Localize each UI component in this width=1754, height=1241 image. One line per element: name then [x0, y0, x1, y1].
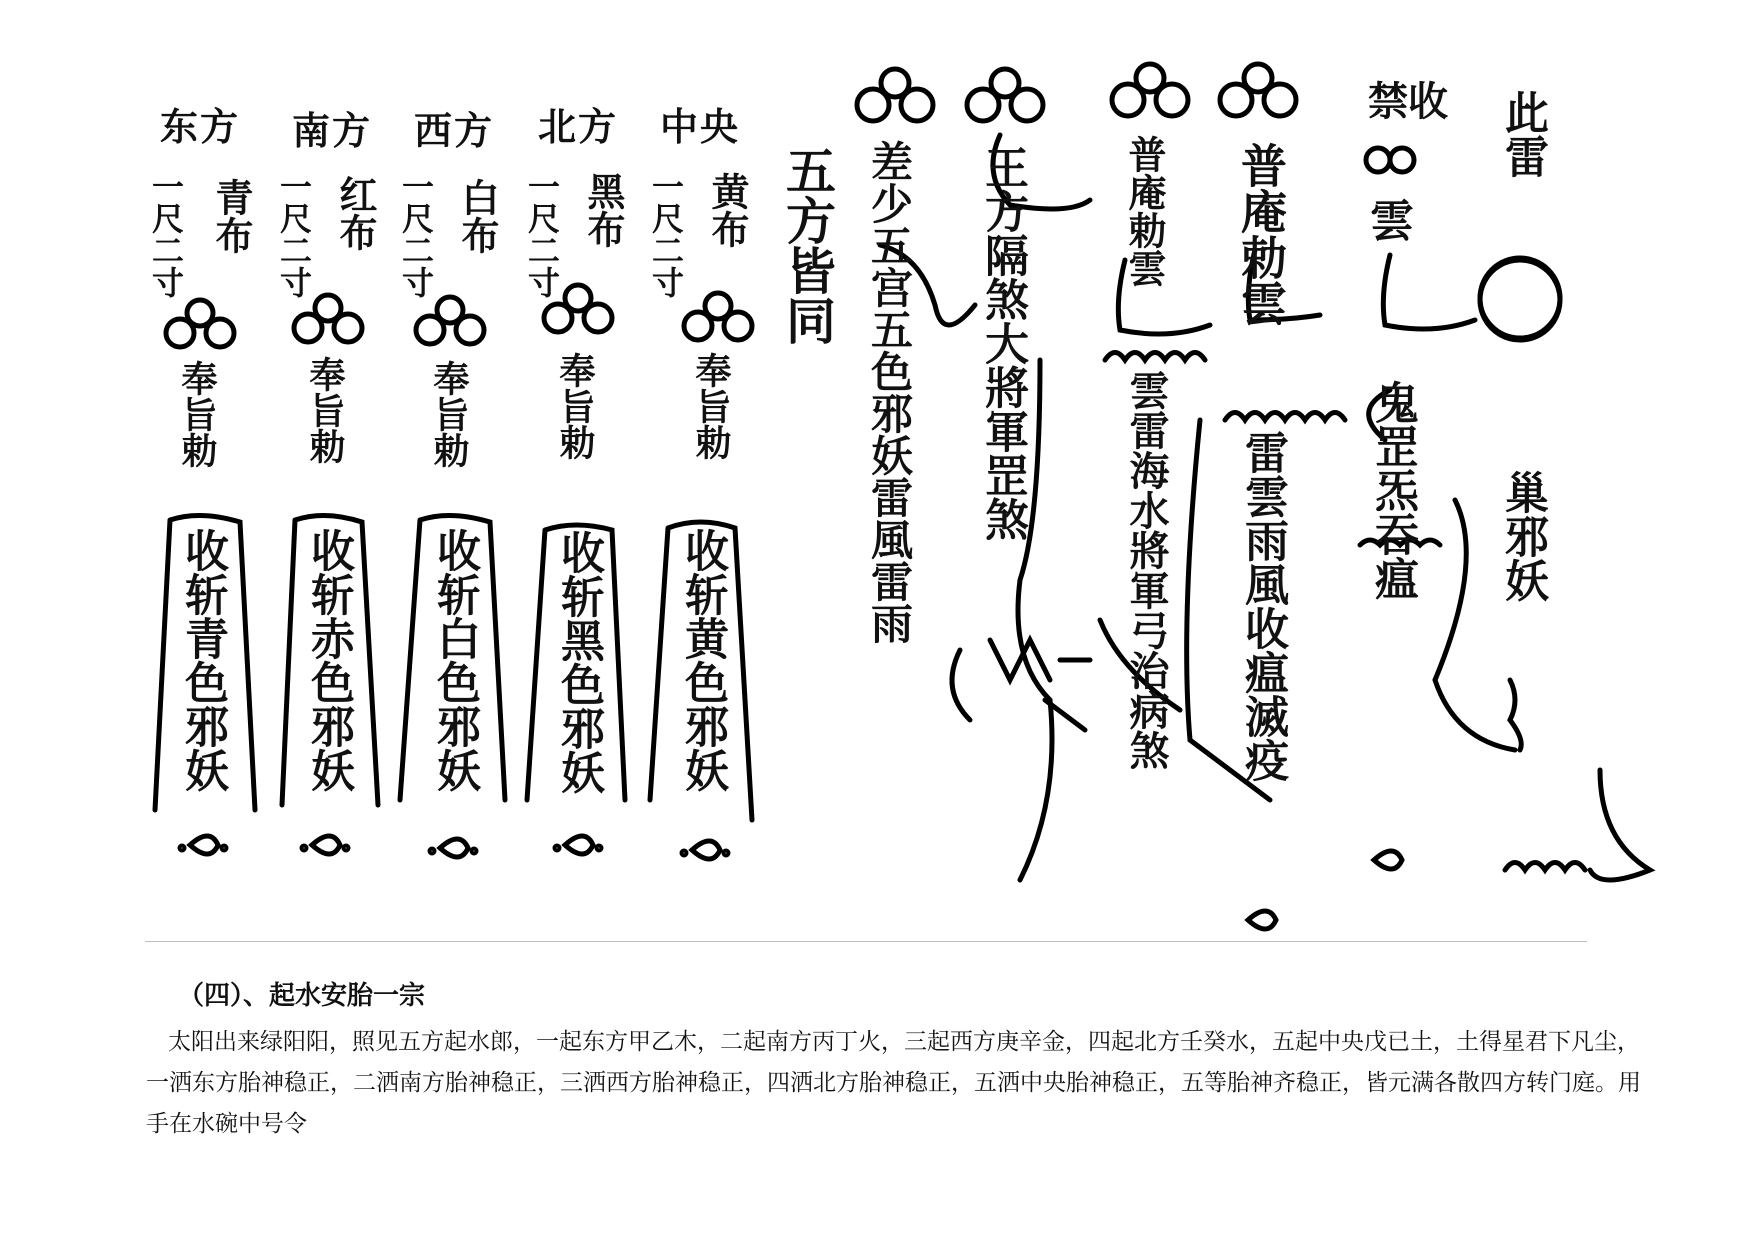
cloth-color-south: [333, 175, 377, 251]
talisman-text: 此雷: [1497, 90, 1548, 178]
cloth-color-text: 黄布: [705, 172, 749, 248]
talisman-text: 王方隔煞大將軍罡煞: [977, 145, 1028, 541]
command-west: [429, 528, 480, 792]
invoke-south: [304, 356, 345, 464]
talisman-text: 巢邪妖: [1497, 470, 1548, 602]
talisman-text: 雲: [1370, 196, 1414, 247]
direction-header-west: 西方: [414, 109, 495, 153]
talisman-column-a: [865, 140, 914, 644]
cloth-size-text: 一尺二寸: [397, 170, 435, 298]
cloth-size-east: [147, 170, 185, 298]
command-text: 收斩赤色邪妖: [303, 528, 354, 792]
section-divider: [145, 941, 1587, 942]
talisman-column-e-top: [1368, 79, 1448, 125]
command-text: 收斩白色邪妖: [429, 528, 480, 792]
invoke-text: 奉旨勅: [690, 352, 731, 460]
talisman-column-e-bottom: [1367, 380, 1418, 600]
invoke-text: 奉旨勅: [304, 356, 345, 464]
cloth-color-west: [455, 178, 499, 254]
trefoil-icon: [967, 69, 1043, 121]
invoke-east: [176, 360, 217, 468]
trefoil-icon: [1220, 64, 1296, 116]
direction-header-south: 南方: [292, 109, 373, 153]
cloth-size-text: 一尺二寸: [275, 170, 313, 298]
cloth-size-south: [275, 170, 313, 298]
cloth-size-text: 一尺二寸: [523, 170, 561, 298]
trefoil-icon: [1112, 64, 1188, 116]
talisman-column-e-mid: [1370, 196, 1414, 247]
invoke-text: 奉旨勅: [554, 352, 595, 460]
talisman-column-f-top: [1497, 90, 1548, 178]
cloth-color-text: 白布: [455, 178, 499, 254]
trefoil-icon: [857, 69, 933, 121]
talisman-column-f-bottom: [1497, 470, 1548, 602]
cloth-color-center: [705, 172, 749, 248]
talisman-column-c-bottom: [1123, 370, 1169, 770]
talisman-text: 差少五宫五色邪妖雷風雷雨: [865, 140, 914, 644]
command-text: 收斩黑色邪妖: [553, 530, 604, 794]
section-title: （四）、起水安胎一宗: [178, 981, 426, 1011]
direction-header-east: 东方: [160, 105, 241, 149]
talisman-column-b: [977, 145, 1028, 541]
command-text: 收斩青色邪妖: [177, 528, 228, 792]
cloth-color-north: [581, 172, 625, 248]
command-center: [677, 528, 728, 792]
direction-header-north: 北方: [538, 105, 619, 149]
talisman-column-c-top: [1122, 135, 1166, 287]
cloth-size-text: 一尺二寸: [647, 170, 685, 298]
command-text: 收斩黄色邪妖: [677, 528, 728, 792]
five-directions-same-label: [778, 145, 836, 345]
cloth-color-text: 青布: [209, 178, 253, 254]
section-paragraph: 太阳出来绿阳阳，照见五方起水郎，一起东方甲乙木，二起南方丙丁火，三起西方庚辛金，四起北方壬癸水，五起中央戊已土，土得星君下凡尘，一洒东方胎神稳正，二洒南方胎神稳正，三洒西方胎神稳正，四洒北方胎神稳正，五洒中央胎神稳正，五等胎神齐稳正，皆元满各散四方转门庭。用手在水碗中号令: [146, 1029, 1641, 1137]
command-south: [303, 528, 354, 792]
invoke-center: [690, 352, 731, 460]
direction-header-center: 中央: [660, 105, 741, 149]
trefoil-icon: [166, 300, 234, 347]
seal-icon: [555, 836, 601, 854]
trefoil-icon: [294, 295, 362, 342]
talisman-column-d-top: [1234, 142, 1288, 326]
trefoil-icon: [1366, 148, 1414, 172]
command-east: [177, 528, 228, 792]
seal-icon: [682, 841, 728, 859]
invoke-north: [554, 352, 595, 460]
cloth-color-east: [209, 178, 253, 254]
trefoil-icon: [416, 297, 484, 344]
seal-icon: [430, 839, 476, 857]
cloth-size-text: 一尺二寸: [147, 170, 185, 298]
talisman-text: 鬼罡炁吞瘟: [1367, 380, 1418, 600]
talisman-text: 雷雲雨風收瘟滅疫: [1237, 430, 1288, 782]
seal-icon: [180, 836, 226, 854]
cloth-size-north: [523, 170, 561, 298]
cloth-size-center: [647, 170, 685, 298]
cloth-color-text: 红布: [333, 175, 377, 251]
cloth-size-west: [397, 170, 435, 298]
seal-icon: [1374, 851, 1402, 869]
trefoil-icon: [684, 293, 752, 340]
invoke-west: [428, 360, 469, 468]
seal-icon: [1248, 911, 1276, 929]
talisman-text: 禁收: [1368, 79, 1448, 125]
invoke-text: 奉旨勅: [428, 360, 469, 468]
seal-icon: [302, 836, 348, 854]
invoke-text: 奉旨勅: [176, 360, 217, 468]
five-same-text: 五方皆同: [778, 145, 836, 345]
talisman-column-d-bottom: [1237, 430, 1288, 782]
talisman-text: 雲雷海水將軍弓治病煞: [1123, 370, 1169, 770]
talisman-text: 普庵勅雲: [1234, 142, 1288, 326]
cloth-color-text: 黑布: [581, 172, 625, 248]
command-north: [553, 530, 604, 794]
talisman-text: 普庵勅雲: [1122, 135, 1166, 287]
